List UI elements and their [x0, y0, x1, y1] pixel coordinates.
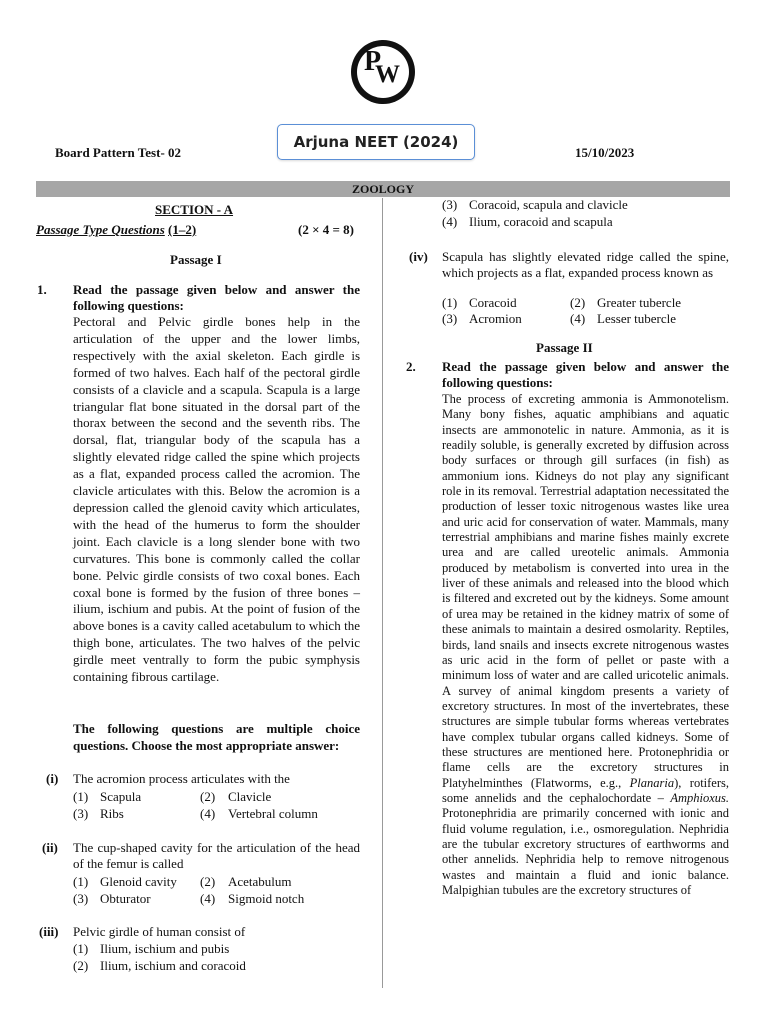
option-number: (2)	[73, 958, 89, 973]
option-text[interactable]: Acromion	[469, 311, 522, 326]
option-text[interactable]: Acetabulum	[228, 874, 292, 889]
subquestion-ii-label: (ii)	[42, 840, 58, 855]
option-number: (3)	[442, 197, 458, 212]
option-text[interactable]: Obturator	[100, 891, 151, 906]
option-text[interactable]: Glenoid cavity	[100, 874, 177, 889]
option-number: (4)	[570, 311, 586, 326]
question-1-instruction: Read the passage given below and answer the following questions:	[73, 282, 360, 313]
option-text[interactable]: Ilium, ischium and coracoid	[100, 958, 246, 973]
option-text[interactable]: Coracoid, scapula and clavicle	[469, 197, 628, 212]
subquestion-i-label: (i)	[46, 771, 59, 786]
subquestion-iv-label: (iv)	[409, 249, 428, 264]
option-number: (1)	[73, 789, 89, 804]
option-number: (4)	[200, 891, 216, 906]
subquestion-iii-label: (iii)	[39, 924, 59, 939]
test-date: 15/10/2023	[575, 145, 635, 160]
subquestion-iii-stem: Pelvic girdle of human consist of	[73, 924, 246, 939]
passage-2-label: Passage II	[536, 340, 593, 355]
option-number: (1)	[73, 941, 89, 956]
option-number: (2)	[570, 295, 586, 310]
option-number: (2)	[200, 874, 216, 889]
option-number: (3)	[73, 891, 89, 906]
question-2-instruction: Read the passage given below and answer the following questions:	[442, 359, 729, 390]
option-text[interactable]: Ribs	[100, 806, 124, 821]
passage-2-text: The process of excreting ammonia is Ammonotelism. Many bony fishes, aquatic amphibians and aquatic insects are ammonotelic in nature. Ammonia, as it is readily soluble, is generally excreted by diffusion across body surfaces or through gill surfaces (in fish) as ammonium ions. Kidneys do not play any significant role in its removal. Terrestrial adaptation necessitated the production of lesser toxic nitrogenous wastes like urea and uric acid for conservation of water. Mammals, many terrestrial amphibians and marine fishes mainly excrete urea and are called ureotelic animals. Ammonia produced by metabolism is converted into urea in the liver of these animals and released into the blood which is filtered and excreted out by the kidneys. Some amount of urea may be retained in the kidney matrix of some of these animals to maintain a desired osmolarity. Reptiles, birds, land snails and insects excrete nitrogenous wastes as uric acid in the form of pellet or paste with a minimum loss of water and are called uricotelic animals. A survey of animal kingdom presents a variety of excretory structures. In most of the invertebrates, these structures are simple tubular forms whereas vertebrates have complex tubular organs called kidneys. Some of these structures are mentioned here. Protonephridia or flame cells are the excretory structures in Platyhelminthes (Flatworms, e.g., Planaria), rotifers, some annelids and the cephalochordate – Amphioxus. Protonephridia are primarily concerned with ionic and fluid volume regulation, i.e., osmoregulation. Nephridia are the tubular excretory structures of earthworms and other annelids. Nephridia help to remove nitrogenous wastes and maintain a fluid and ionic balance. Malpighian tubules are the excretory structures of	[442, 392, 730, 897]
subquestion-iv-stem: Scapula has slightly elevated ridge called the spine, which projects as a flat, expanded process known as	[442, 249, 729, 280]
passage-1-label: Passage I	[170, 252, 222, 267]
column-divider	[382, 198, 383, 988]
option-number: (3)	[73, 806, 89, 821]
option-text[interactable]: Sigmoid notch	[228, 891, 305, 906]
question-2-number: 2.	[406, 359, 416, 374]
option-text[interactable]: Vertebral column	[228, 806, 318, 821]
option-text[interactable]: Coracoid	[469, 295, 517, 310]
option-number: (2)	[200, 789, 216, 804]
option-text[interactable]: Ilium, ischium and pubis	[100, 941, 230, 956]
subquestion-ii-stem: The cup-shaped cavity for the articulation of the head of the femur is called	[73, 840, 360, 871]
subject-bar: ZOOLOGY	[36, 181, 730, 197]
question-1-number: 1.	[37, 282, 47, 297]
section-title: SECTION - A	[155, 202, 234, 217]
option-number: (4)	[200, 806, 216, 821]
option-text[interactable]: Scapula	[100, 789, 142, 804]
passage-type-label: Passage Type Questions (1–2)	[36, 222, 197, 237]
option-number: (4)	[442, 214, 458, 229]
option-text[interactable]: Clavicle	[228, 789, 272, 804]
pw-logo: P W	[351, 40, 415, 104]
exam-title: Arjuna NEET (2024)	[293, 133, 459, 151]
subquestion-i-stem: The acromion process articulates with the	[73, 771, 290, 786]
option-number: (3)	[442, 311, 458, 326]
option-text[interactable]: Lesser tubercle	[597, 311, 677, 326]
exam-title-box	[277, 124, 475, 160]
mcq-instruction: The following questions are multiple choice questions. Choose the most appropriate answer:	[73, 721, 360, 753]
test-name: Board Pattern Test- 02	[55, 145, 182, 160]
option-number: (1)	[73, 874, 89, 889]
option-text[interactable]: Ilium, coracoid and scapula	[469, 214, 613, 229]
option-number: (1)	[442, 295, 458, 310]
option-text[interactable]: Greater tubercle	[597, 295, 682, 310]
passage-1-text: Pectoral and Pelvic girdle bones help in the articulation of the upper and the lower limbs, respectively with the axial skeleton. Each girdle is formed of two halves. Each half of the pectoral girdle consists of a clavicle and a scapula. Scapula is a large triangular flat bone situated in the dorsal part of the thorax between the second and the seventh ribs. The dorsal, flat, triangular body of the scapula has a slightly elevated ridge called the spine which projects as a flat, expanded process called the acromion. The clavicle articulates with this. Below the acromion is a depression called the glenoid cavity which articulates, with the head of the humerus to form the shoulder joint. Each clavicle is a long slender bone with two curvatures. This bone is commonly called the collar bone. Pelvic girdle consists of two coxal bones. Each coxal bone is formed by the fusion of three bones – ilium, ischium and pubis. At the point of fusion of the above bones is a cavity called acetabulum to which the thigh bone, articulates. The two halves of the pelvic girdle meet ventrally to form the pubic symphysis containing fibrous cartilage.	[73, 314, 360, 685]
section-marks: (2 × 4 = 8)	[298, 222, 354, 237]
